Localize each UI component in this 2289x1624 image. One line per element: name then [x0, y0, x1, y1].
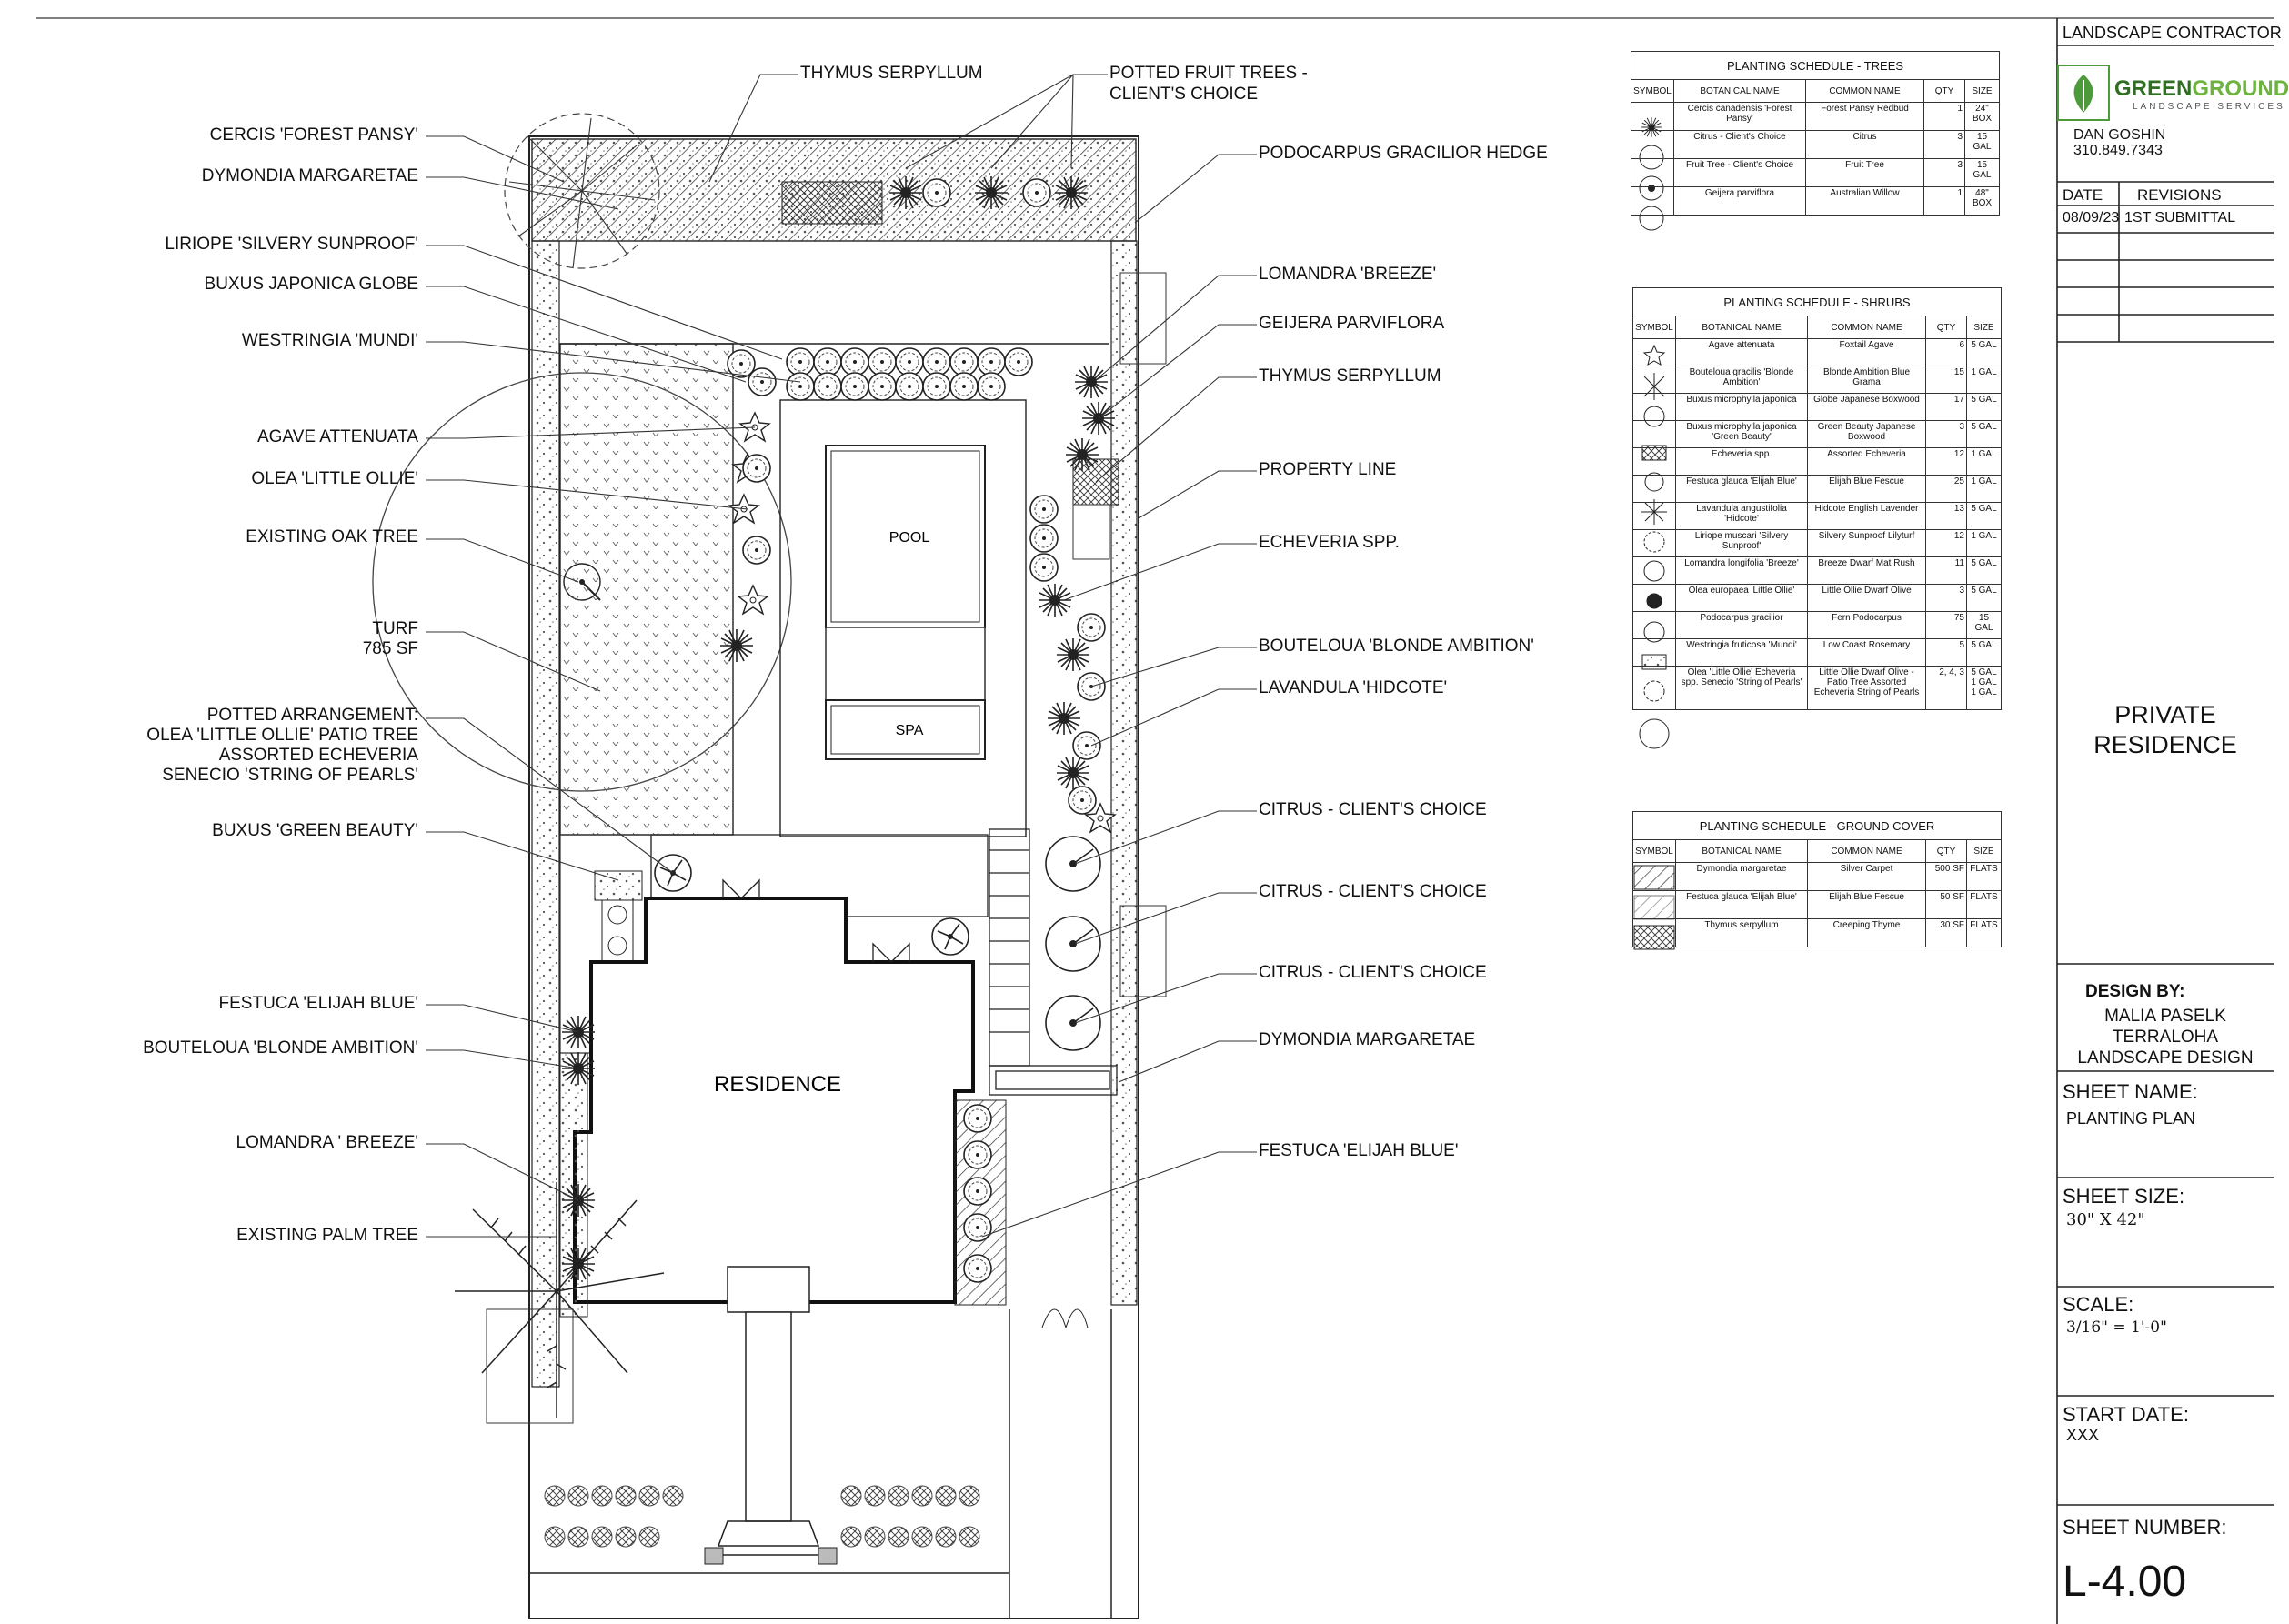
- groundcover-schedule: [1632, 811, 2002, 947]
- callout-thymus-top: THYMUS SERPYLLUM: [800, 64, 983, 83]
- spa-label: SPA: [895, 723, 924, 738]
- qty-cell: 6: [1926, 339, 1967, 366]
- symbol-cell: [1633, 557, 1676, 585]
- botanical-name-cell: Liriope muscari 'Silvery Sunproof': [1676, 530, 1808, 557]
- symbol-cell: [1633, 612, 1676, 639]
- qty-cell: 5: [1926, 639, 1967, 667]
- schedule-row: [1633, 394, 2002, 421]
- qty-cell: 15: [1926, 366, 1967, 394]
- pool-label: POOL: [888, 530, 930, 546]
- schedule-row: [1633, 863, 2002, 891]
- col-botanical: BOTANICAL NAME: [1676, 316, 1808, 339]
- symbol-cell: [1633, 891, 1676, 919]
- callout-turf-area: 785 SF: [362, 639, 418, 658]
- common-name-cell: Elijah Blue Fescue: [1808, 891, 1926, 919]
- schedule-row: [1631, 187, 2000, 216]
- common-name-cell: Assorted Echeveria: [1808, 448, 1926, 476]
- symbol-cell: [1633, 919, 1676, 947]
- start-date-label: START DATE:: [2063, 1403, 2189, 1426]
- callout-turf: TURF: [372, 619, 418, 638]
- sheet-name-label: SHEET NAME:: [2063, 1080, 2198, 1103]
- qty-cell: 3: [1926, 421, 1967, 448]
- size-cell: 48" BOX: [1965, 187, 2000, 216]
- callout-cercis: CERCIS 'FOREST PANSY': [209, 125, 418, 145]
- schedule-row: [1633, 667, 2002, 710]
- callout-lomandra: LOMANDRA ' BREEZE': [236, 1133, 418, 1152]
- col-qty: QTY: [1926, 316, 1967, 339]
- schedule-row: [1633, 448, 2002, 476]
- contractor-label: LANDSCAPE CONTRACTOR: [2063, 24, 2282, 42]
- col-botanical: BOTANICAL NAME: [1674, 80, 1806, 103]
- callout-agave: AGAVE ATTENUATA: [256, 427, 418, 446]
- col-symbol: SYMBOL: [1633, 840, 1676, 863]
- qty-cell: 3: [1924, 159, 1965, 187]
- project-line-1: PRIVATE: [2114, 701, 2216, 728]
- contact-name: DAN GOSHIN: [2073, 127, 2166, 143]
- botanical-name-cell: Cercis canadensis 'Forest Pansy': [1674, 103, 1806, 131]
- size-cell: 24" BOX: [1965, 103, 2000, 131]
- botanical-name-cell: Citrus - Client's Choice: [1674, 131, 1806, 159]
- callout-potted-arrangement: POTTED ARRANGEMENT:: [206, 706, 418, 725]
- schedule-row: [1633, 421, 2002, 448]
- callout-potted-echeveria: ASSORTED ECHEVERIA: [218, 746, 418, 765]
- callout-palm-tree: EXISTING PALM TREE: [236, 1226, 418, 1245]
- sheet-number: L-4.00: [2063, 1558, 2187, 1606]
- sheet-number-label: SHEET NUMBER:: [2063, 1516, 2227, 1539]
- symbol-cell: [1633, 667, 1676, 710]
- qty-cell: 1: [1924, 187, 1965, 216]
- callout-buxus-globe: BUXUS JAPONICA GLOBE: [204, 275, 418, 294]
- botanical-name-cell: Buxus microphylla japonica: [1676, 394, 1808, 421]
- schedule-row: [1633, 639, 2002, 667]
- common-name-cell: Breeze Dwarf Mat Rush: [1808, 557, 1926, 585]
- common-name-cell: Blonde Ambition Blue Grama: [1808, 366, 1926, 394]
- callout-potted-olea: OLEA 'LITTLE OLLIE' PATIO TREE: [146, 726, 418, 745]
- schedule-row: [1631, 131, 2000, 159]
- callout-potted-fruit: POTTED FRUIT TREES -: [1109, 64, 1308, 83]
- scale-label: SCALE:: [2063, 1293, 2134, 1316]
- col-common: COMMON NAME: [1808, 840, 1926, 863]
- size-cell: 5 GAL: [1967, 394, 2002, 421]
- schedule-row: [1631, 103, 2000, 131]
- logo-wordmark: [2114, 76, 2289, 102]
- botanical-name-cell: Lomandra longifolia 'Breeze': [1676, 557, 1808, 585]
- project-name: [2057, 700, 2274, 760]
- common-name-cell: Elijah Blue Fescue: [1808, 476, 1926, 503]
- col-qty: QTY: [1926, 840, 1967, 863]
- size-cell: FLATS: [1967, 891, 2002, 919]
- qty-cell: 25: [1926, 476, 1967, 503]
- size-cell: 1 GAL: [1967, 530, 2002, 557]
- callout-lomandra-right: LOMANDRA 'BREEZE': [1259, 265, 1437, 284]
- scale: 3/16" = 1'-0": [2066, 1318, 2167, 1337]
- symbol-cell: [1633, 585, 1676, 612]
- designer-company-2: LANDSCAPE DESIGN: [2077, 1048, 2254, 1068]
- designer-company-1: TERRALOHA: [2112, 1028, 2219, 1047]
- qty-cell: 50 SF: [1926, 891, 1967, 919]
- contact-phone: 310.849.7343: [2073, 143, 2163, 158]
- symbol-cell: [1633, 639, 1676, 667]
- shrubs-schedule-title: PLANTING SCHEDULE - SHRUBS: [1633, 288, 2002, 316]
- logo-word-1: GREEN: [2114, 76, 2193, 101]
- symbol-cell: [1633, 448, 1676, 476]
- groundcover-schedule-body: [1633, 863, 2002, 947]
- symbol-cell: [1631, 159, 1674, 187]
- botanical-name-cell: Geijera parviflora: [1674, 187, 1806, 216]
- callout-citrus-2: CITRUS - CLIENT'S CHOICE: [1259, 882, 1487, 901]
- schedule-row: [1633, 585, 2002, 612]
- logo-icon: [2058, 65, 2109, 120]
- callout-citrus-1: CITRUS - CLIENT'S CHOICE: [1259, 800, 1487, 819]
- botanical-name-cell: Buxus microphylla japonica 'Green Beauty': [1676, 421, 1808, 448]
- size-cell: 5 GAL 1 GAL 1 GAL: [1967, 667, 2002, 710]
- common-name-cell: Foxtail Agave: [1808, 339, 1926, 366]
- callout-festuca-right: FESTUCA 'ELIJAH BLUE': [1259, 1141, 1459, 1160]
- logo-word-2: GROUND: [2192, 76, 2289, 101]
- size-cell: 5 GAL: [1967, 639, 2002, 667]
- size-cell: 5 GAL: [1967, 585, 2002, 612]
- size-cell: FLATS: [1967, 863, 2002, 891]
- size-cell: 5 GAL: [1967, 503, 2002, 530]
- common-name-cell: Citrus: [1806, 131, 1924, 159]
- size-cell: 1 GAL: [1967, 476, 2002, 503]
- callout-bouteloua-right: BOUTELOUA 'BLONDE AMBITION': [1259, 637, 1534, 656]
- callout-property-line: PROPERTY LINE: [1259, 460, 1397, 479]
- schedule-row: [1633, 503, 2002, 530]
- revision-1-date: 08/09/23: [2063, 210, 2120, 226]
- date-label: DATE: [2063, 186, 2103, 204]
- col-common: COMMON NAME: [1806, 80, 1924, 103]
- symbol-cell: [1631, 103, 1674, 131]
- schedule-row: [1633, 612, 2002, 639]
- botanical-name-cell: Dymondia margaretae: [1676, 863, 1808, 891]
- size-cell: 15 GAL: [1967, 612, 2002, 639]
- residence-label: RESIDENCE: [713, 1072, 842, 1097]
- schedule-row: [1633, 339, 2002, 366]
- botanical-name-cell: Festuca glauca 'Elijah Blue': [1676, 476, 1808, 503]
- trees-schedule-body: [1631, 103, 2000, 216]
- botanical-name-cell: Fruit Tree - Client's Choice: [1674, 159, 1806, 187]
- col-qty: QTY: [1924, 80, 1965, 103]
- qty-cell: 1: [1924, 103, 1965, 131]
- symbol-cell: [1631, 187, 1674, 216]
- sheet-size-label: SHEET SIZE:: [2063, 1185, 2185, 1208]
- designer-info: [2057, 1006, 2274, 1068]
- botanical-name-cell: Echeveria spp.: [1676, 448, 1808, 476]
- common-name-cell: Fern Podocarpus: [1808, 612, 1926, 639]
- size-cell: 15 GAL: [1965, 131, 2000, 159]
- common-name-cell: Creeping Thyme: [1808, 919, 1926, 947]
- qty-cell: 11: [1926, 557, 1967, 585]
- callout-lavandula: LAVANDULA 'HIDCOTE': [1259, 678, 1448, 697]
- common-name-cell: Green Beauty Japanese Boxwood: [1808, 421, 1926, 448]
- symbol-cell: [1633, 366, 1676, 394]
- callout-potted-fruit-2: CLIENT'S CHOICE: [1109, 85, 1259, 104]
- botanical-name-cell: Westringia fruticosa 'Mundi': [1676, 639, 1808, 667]
- shrubs-schedule: [1632, 287, 2002, 710]
- qty-cell: 17: [1926, 394, 1967, 421]
- trees-schedule-title: PLANTING SCHEDULE - TREES: [1631, 52, 2000, 80]
- qty-cell: 30 SF: [1926, 919, 1967, 947]
- callout-potted-senecio: SENECIO 'STRING OF PEARLS': [162, 766, 418, 785]
- common-name-cell: Low Coast Rosemary: [1808, 639, 1926, 667]
- col-botanical: BOTANICAL NAME: [1676, 840, 1808, 863]
- designer-name: MALIA PASELK: [2104, 1007, 2226, 1026]
- callout-bouteloua: BOUTELOUA 'BLONDE AMBITION': [143, 1038, 418, 1058]
- schedule-row: [1633, 919, 2002, 947]
- qty-cell: 12: [1926, 530, 1967, 557]
- botanical-name-cell: Olea europaea 'Little Ollie': [1676, 585, 1808, 612]
- callout-westringia: WESTRINGIA 'MUNDI': [241, 331, 418, 350]
- callout-podocarpus: PODOCARPUS GRACILIOR HEDGE: [1259, 144, 1548, 163]
- symbol-cell: [1633, 339, 1676, 366]
- qty-cell: 2, 4, 3: [1926, 667, 1967, 710]
- size-cell: 5 GAL: [1967, 339, 2002, 366]
- qty-cell: 500 SF: [1926, 863, 1967, 891]
- common-name-cell: Little Ollie Dwarf Olive: [1808, 585, 1926, 612]
- callout-liriope: LIRIOPE 'SILVERY SUNPROOF': [165, 235, 418, 254]
- symbol-cell: [1633, 503, 1676, 530]
- common-name-cell: Fruit Tree: [1806, 159, 1924, 187]
- common-name-cell: Australian Willow: [1806, 187, 1924, 216]
- callout-thymus-right: THYMUS SERPYLLUM: [1259, 366, 1441, 386]
- common-name-cell: Silver Carpet: [1808, 863, 1926, 891]
- col-size: SIZE: [1967, 316, 2002, 339]
- callout-festuca: FESTUCA 'ELIJAH BLUE': [218, 994, 418, 1013]
- qty-cell: 3: [1926, 585, 1967, 612]
- botanical-name-cell: Agave attenuata: [1676, 339, 1808, 366]
- trees-schedule: [1631, 51, 2000, 216]
- qty-cell: 13: [1926, 503, 1967, 530]
- symbol-cell: [1633, 476, 1676, 503]
- symbol-cell: [1633, 421, 1676, 448]
- callout-olea: OLEA 'LITTLE OLLIE': [251, 469, 418, 488]
- col-common: COMMON NAME: [1808, 316, 1926, 339]
- schedule-row: [1633, 557, 2002, 585]
- botanical-name-cell: Thymus serpyllum: [1676, 919, 1808, 947]
- qty-cell: 12: [1926, 448, 1967, 476]
- schedule-row: [1631, 159, 2000, 187]
- logo-subtitle: LANDSCAPE SERVICES: [2133, 102, 2285, 112]
- symbol-cell: [1633, 863, 1676, 891]
- col-size: SIZE: [1967, 840, 2002, 863]
- schedule-row: [1633, 530, 2002, 557]
- callout-oak-tree: EXISTING OAK TREE: [246, 527, 418, 546]
- revision-1-desc: 1ST SUBMITTAL: [2124, 210, 2236, 226]
- symbol-cell: [1631, 131, 1674, 159]
- callout-citrus-3: CITRUS - CLIENT'S CHOICE: [1259, 963, 1487, 982]
- callout-buxus-green-beauty: BUXUS 'GREEN BEAUTY': [212, 821, 418, 840]
- common-name-cell: Silvery Sunproof Lilyturf: [1808, 530, 1926, 557]
- qty-cell: 75: [1926, 612, 1967, 639]
- col-symbol: SYMBOL: [1633, 316, 1676, 339]
- common-name-cell: Forest Pansy Redbud: [1806, 103, 1924, 131]
- size-cell: 1 GAL: [1967, 448, 2002, 476]
- qty-cell: 3: [1924, 131, 1965, 159]
- common-name-cell: Little Ollie Dwarf Olive - Patio Tree Assorted Echeveria String of Pearls: [1808, 667, 1926, 710]
- botanical-name-cell: Bouteloua gracilis 'Blonde Ambition': [1676, 366, 1808, 394]
- callout-geijera: GEIJERA PARVIFLORA: [1259, 314, 1445, 333]
- col-size: SIZE: [1965, 80, 2000, 103]
- size-cell: FLATS: [1967, 919, 2002, 947]
- sheet-name: PLANTING PLAN: [2066, 1109, 2196, 1128]
- schedule-row: [1633, 366, 2002, 394]
- callout-echeveria: ECHEVERIA SPP.: [1259, 533, 1400, 552]
- size-cell: 5 GAL: [1967, 557, 2002, 585]
- size-cell: 1 GAL: [1967, 366, 2002, 394]
- size-cell: 5 GAL: [1967, 421, 2002, 448]
- col-symbol: SYMBOL: [1631, 80, 1674, 103]
- callout-dymondia-right: DYMONDIA MARGARETAE: [1259, 1030, 1476, 1049]
- start-date: XXX: [2066, 1426, 2100, 1444]
- common-name-cell: Globe Japanese Boxwood: [1808, 394, 1926, 421]
- botanical-name-cell: Podocarpus gracilior: [1676, 612, 1808, 639]
- callout-dymondia: DYMONDIA MARGARETAE: [201, 166, 418, 185]
- symbol-cell: [1633, 530, 1676, 557]
- shrubs-schedule-body: [1633, 339, 2002, 710]
- botanical-name-cell: Festuca glauca 'Elijah Blue': [1676, 891, 1808, 919]
- schedule-row: [1633, 891, 2002, 919]
- groundcover-schedule-title: PLANTING SCHEDULE - GROUND COVER: [1633, 812, 2002, 840]
- project-line-2: RESIDENCE: [2093, 731, 2237, 758]
- botanical-name-cell: Olea 'Little Ollie' Echeveria spp. Senecio 'String of Pearls': [1676, 667, 1808, 710]
- sheet-size: 30" X 42": [2066, 1210, 2145, 1229]
- design-by-label: DESIGN BY:: [2085, 982, 2185, 1001]
- schedule-row: [1633, 476, 2002, 503]
- size-cell: 15 GAL: [1965, 159, 2000, 187]
- revisions-label: REVISIONS: [2137, 186, 2222, 204]
- botanical-name-cell: Lavandula angustifolia 'Hidcote': [1676, 503, 1808, 530]
- common-name-cell: Hidcote English Lavender: [1808, 503, 1926, 530]
- symbol-cell: [1633, 394, 1676, 421]
